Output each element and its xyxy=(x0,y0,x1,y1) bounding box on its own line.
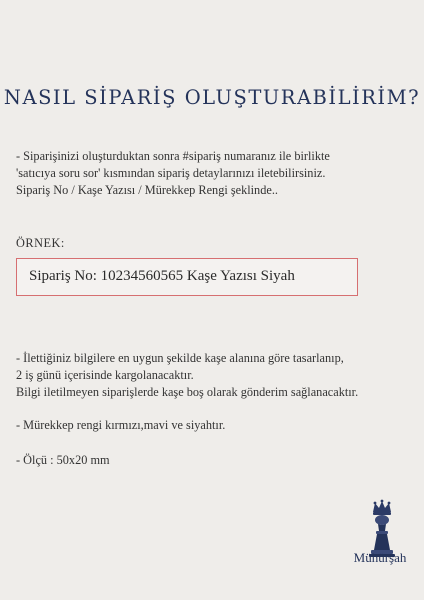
brand-name: Mühürşah xyxy=(353,550,407,565)
example-box xyxy=(16,258,358,296)
info-line: - İlettiğiniz bilgilere en uygun şekilde kaşe alanına göre tasarlanıp, xyxy=(16,351,344,365)
example-text: Sipariş No: 10234560565 Kaşe Yazısı Siyah xyxy=(29,268,295,284)
info-paragraph xyxy=(16,350,416,401)
size-line: - Ölçü : 50x20 mm xyxy=(16,453,110,467)
info-line: Bilgi iletilmeyen siparişlerde kaşe boş olarak gönderim sağlanacaktır. xyxy=(16,385,359,399)
example-label: ÖRNEK: xyxy=(16,236,65,250)
intro-line: Sipariş No / Kaşe Yazısı / Mürekkep Rengi şeklinde.. xyxy=(16,183,278,197)
ink-line: - Mürekkep rengi kırmızı,mavi ve siyahtır. xyxy=(16,418,226,432)
size-note xyxy=(16,452,416,469)
intro-line: - Siparişinizi oluşturduktan sonra #sipariş numaranız ile birlikte xyxy=(16,149,330,163)
info-line: 2 iş günü içerisinde kargolanacaktır. xyxy=(16,368,194,382)
intro-line: 'satıcıya soru sor' kısmından sipariş detaylarınızı iletebilirsiniz. xyxy=(16,166,326,180)
ink-note xyxy=(16,417,416,434)
page-title: NASIL SİPARİŞ OLUŞTURABİLİRİM? xyxy=(3,86,421,109)
intro-paragraph xyxy=(16,148,416,199)
